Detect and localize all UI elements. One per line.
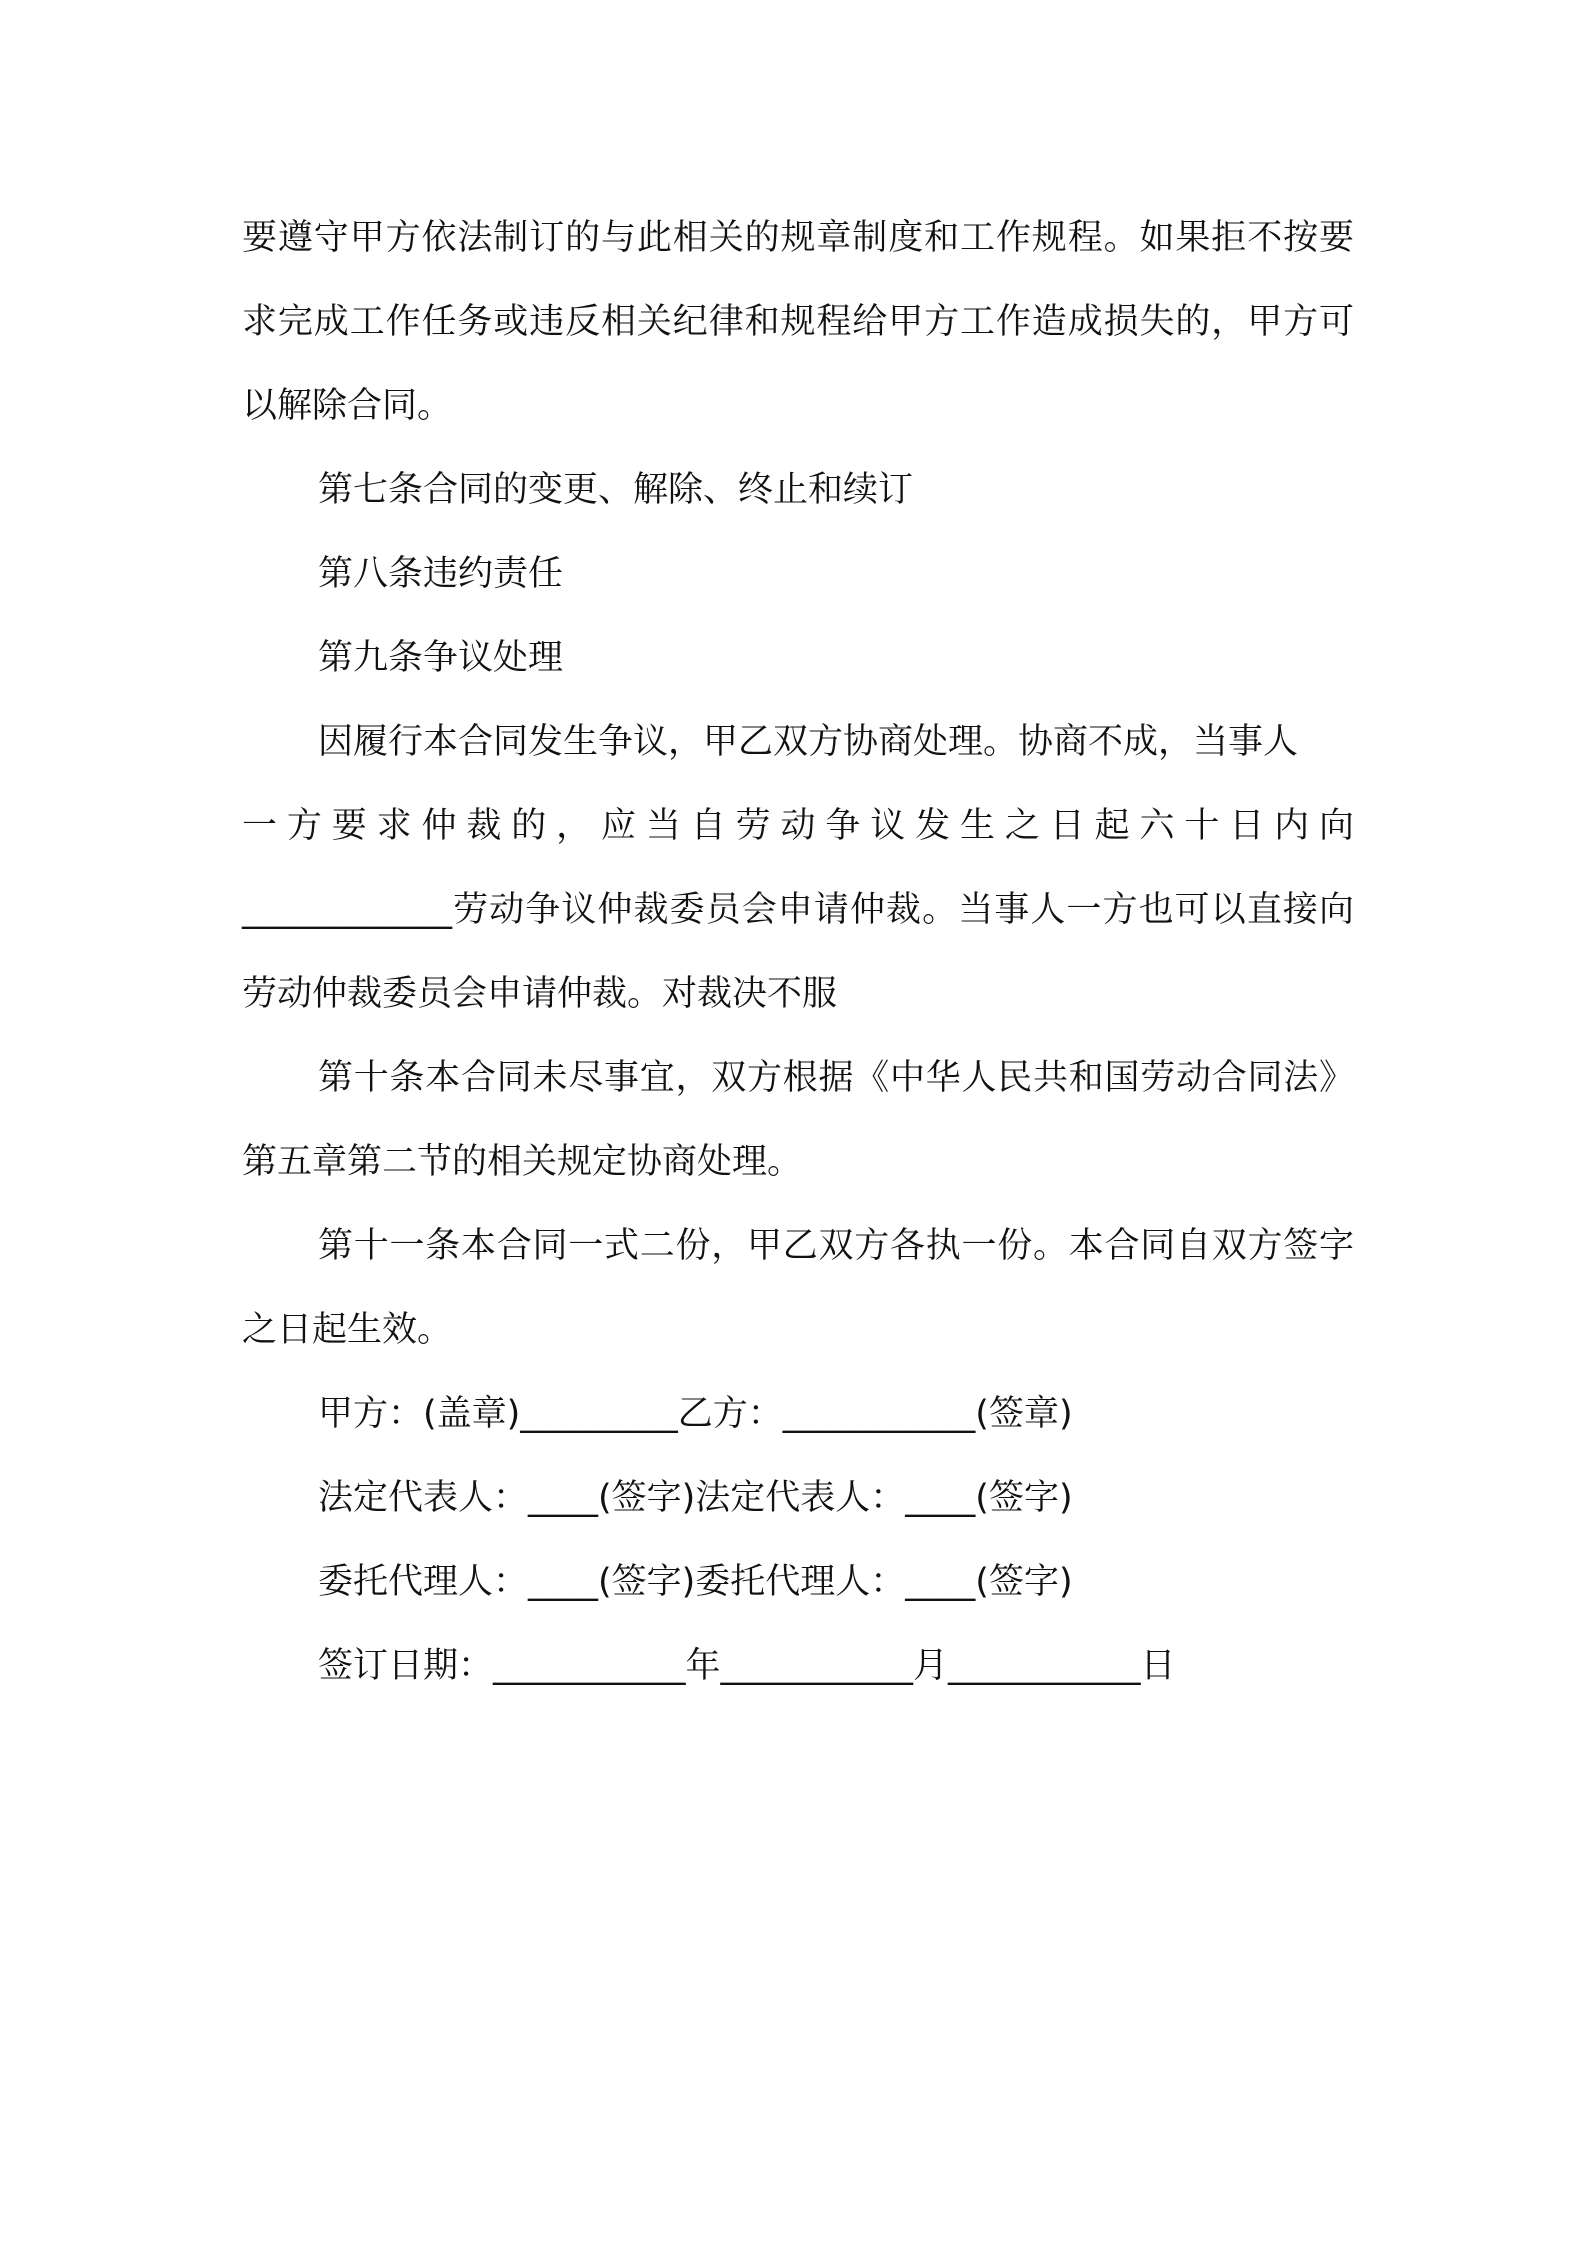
article-8-heading: 第八条违约责任 (318, 554, 564, 594)
dispute-paragraph-rest: ____________劳动争议仲裁委员会申请仲裁。当事人一方也可以直接向劳动仲裁委员会申请仲裁。对裁决不服 (242, 890, 1354, 1014)
article-9-heading: 第九条争议处理 (318, 638, 564, 678)
signature-legal-rep-line: 法定代表人：____(签字)法定代表人：____(签字) (318, 1478, 1073, 1518)
document-body (242, 196, 1354, 1708)
signature-party-line: 甲方：(盖章)_________乙方：___________(签章) (318, 1394, 1073, 1434)
signing-date-line: 签订日期：___________年___________月___________日 (318, 1646, 1176, 1686)
article-10-paragraph: 第十条本合同未尽事宜，双方根据《中华人民共和国劳动合同法》第五章第二节的相关规定协商处理。 (242, 1058, 1354, 1182)
dispute-paragraph-line-2: 一方要求仲裁的，应当自劳动争议发生之日起六十日内向 (242, 806, 1354, 846)
article-11-paragraph: 第十一条本合同一式二份，甲乙双方各执一份。本合同自双方签字之日起生效。 (242, 1226, 1354, 1350)
paragraph-work-rules: 要遵守甲方依法制订的与此相关的规章制度和工作规程。如果拒不按要求完成工作任务或违反相关纪律和规程给甲方工作造成损失的，甲方可以解除合同。 (242, 218, 1354, 426)
article-7-heading: 第七条合同的变更、解除、终止和续订 (318, 470, 914, 510)
dispute-paragraph-line-1: 因履行本合同发生争议，甲乙双方协商处理。协商不成，当事人 (318, 722, 1299, 762)
signature-agent-line: 委托代理人：____(签字)委托代理人：____(签字) (318, 1562, 1073, 1602)
